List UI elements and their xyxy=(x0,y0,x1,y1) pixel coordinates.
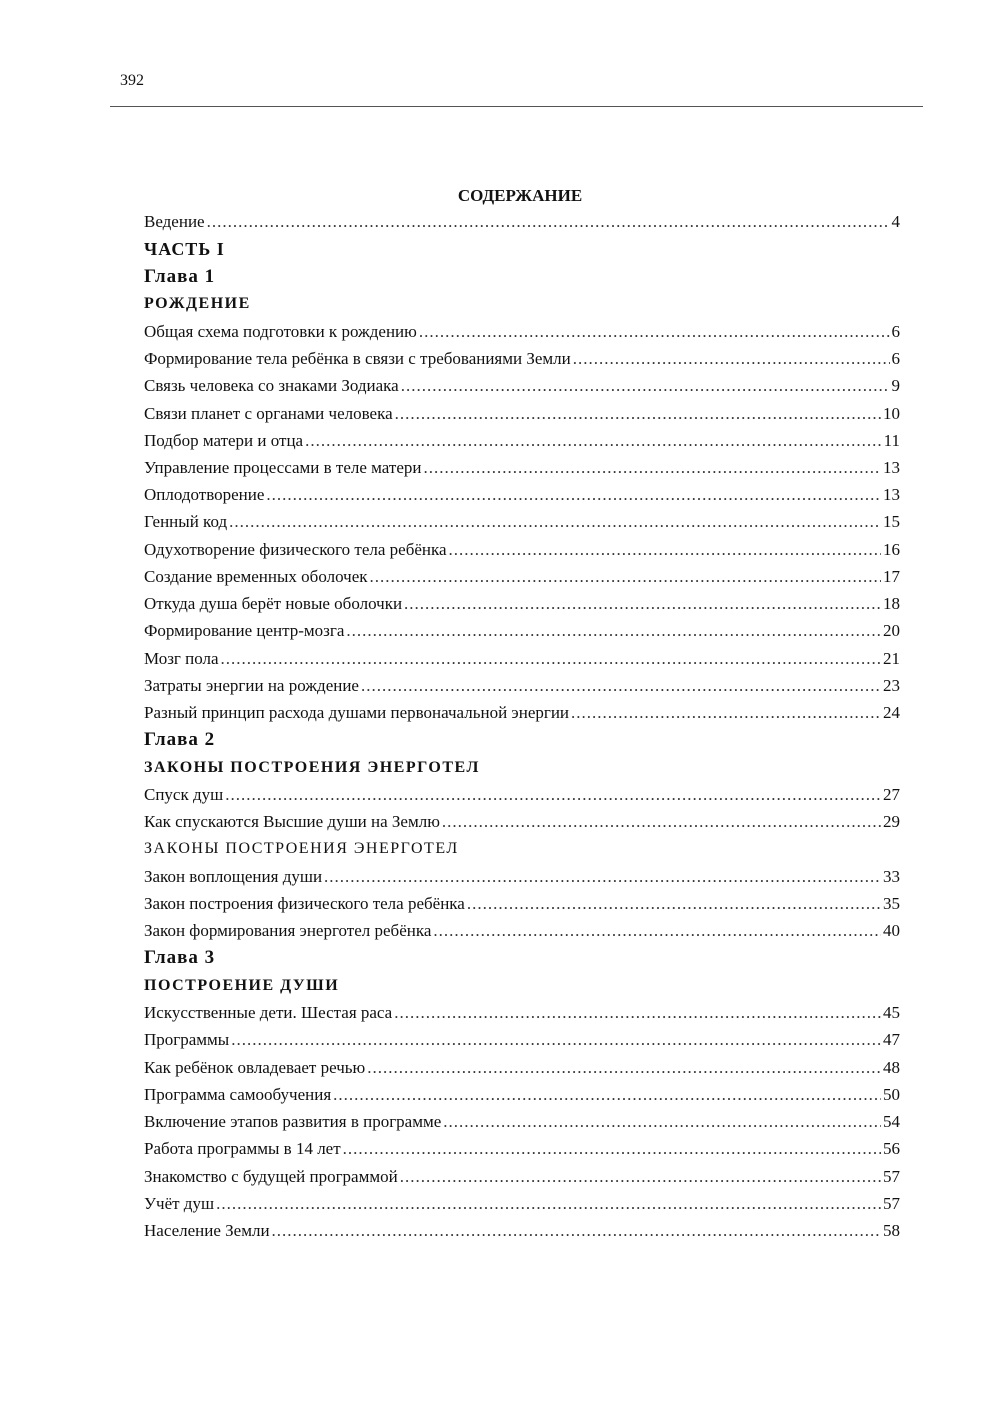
toc-entry-page: 6 xyxy=(891,322,900,341)
toc-entry-title: Оплодотворение xyxy=(144,485,265,504)
dot-leader xyxy=(343,1136,881,1162)
toc-entry-page: 50 xyxy=(883,1085,900,1104)
dot-leader xyxy=(442,809,881,835)
toc-chapter-heading: Глава 2 xyxy=(144,729,216,750)
toc-entry xyxy=(144,591,900,617)
toc-entry xyxy=(144,646,900,672)
dot-leader xyxy=(573,346,890,372)
dot-leader xyxy=(423,455,881,481)
dot-leader xyxy=(216,1191,881,1217)
toc-entry-page: 4 xyxy=(891,212,900,231)
toc-entry xyxy=(144,700,900,726)
toc-entry-page: 17 xyxy=(883,567,900,586)
toc-entry-title: Спуск душ xyxy=(144,785,224,804)
dot-leader xyxy=(324,864,881,890)
toc-entry xyxy=(144,891,900,917)
toc-entry-title: Программы xyxy=(144,1030,230,1049)
toc-entry xyxy=(144,1082,900,1108)
toc-entry-title: Генный код xyxy=(144,512,228,531)
dot-leader xyxy=(221,646,881,672)
toc-entry-page: 47 xyxy=(883,1030,900,1049)
dot-leader xyxy=(443,1109,881,1135)
toc-entry xyxy=(144,809,900,835)
toc-entry-page: 56 xyxy=(883,1139,900,1158)
toc-entry-title: Мозг пола xyxy=(144,649,219,668)
toc-entry xyxy=(144,509,900,535)
toc-entry-title: Откуда душа берёт новые оболочки xyxy=(144,594,403,613)
toc-entry xyxy=(144,564,900,590)
toc-entry-page: 13 xyxy=(883,458,900,477)
toc-entry xyxy=(144,428,900,454)
toc-entry xyxy=(144,1218,900,1244)
dot-leader xyxy=(305,428,882,454)
toc-entry-title: Ведение xyxy=(144,212,205,231)
toc-entry-title: Разный принцип расхода душами первоначальной энергии xyxy=(144,703,570,722)
toc-entry-page: 15 xyxy=(883,512,900,531)
toc-entry xyxy=(144,1027,900,1053)
toc-entry-page: 16 xyxy=(883,540,900,559)
toc-entry xyxy=(144,455,900,481)
dot-leader xyxy=(229,509,881,535)
dot-leader xyxy=(419,319,890,345)
dot-leader xyxy=(433,918,881,944)
toc-entry-title: Включение этапов развития в программе xyxy=(144,1112,442,1131)
toc-entry-page: 13 xyxy=(883,485,900,504)
toc-entry xyxy=(144,1136,900,1162)
toc-entry-title: Общая схема подготовки к рождению xyxy=(144,322,417,341)
toc-entry xyxy=(144,319,900,345)
toc-entry-title: Как ребёнок овладевает речью xyxy=(144,1058,366,1077)
toc-entry-title: Программа самообучения xyxy=(144,1085,332,1104)
dot-leader xyxy=(333,1082,881,1108)
dot-leader xyxy=(467,891,881,917)
dot-leader xyxy=(370,564,882,590)
dot-leader xyxy=(346,618,881,644)
toc-entry-title: Население Земли xyxy=(144,1221,270,1240)
toc-entry xyxy=(144,1055,900,1081)
toc-entry-title: Закон воплощения души xyxy=(144,867,323,886)
toc-chapter-name-heading: РОЖДЕНИЕ xyxy=(144,295,251,312)
dot-leader xyxy=(395,401,881,427)
toc-entry-page: 27 xyxy=(883,785,900,804)
toc-chapter-name-heading: ЗАКОНЫ ПОСТРОЕНИЯ ЭНЕРГОТЕЛ xyxy=(144,759,480,776)
toc-entry-page: 10 xyxy=(883,404,900,423)
toc-entry xyxy=(144,401,900,427)
dot-leader xyxy=(449,537,881,563)
dot-leader xyxy=(571,700,881,726)
dot-leader xyxy=(400,1164,881,1190)
dot-leader xyxy=(266,482,881,508)
dot-leader xyxy=(231,1027,881,1053)
dot-leader xyxy=(394,1000,881,1026)
dot-leader xyxy=(367,1055,881,1081)
toc-entry-title: Искусственные дети. Шестая раса xyxy=(144,1003,393,1022)
toc-entry-page: 58 xyxy=(883,1221,900,1240)
toc-entry-title: Формирование тела ребёнка в связи с требованиями Земли xyxy=(144,349,571,368)
toc-section-name-heading: ЗАКОНЫ ПОСТРОЕНИЯ ЭНЕРГОТЕЛ xyxy=(144,840,459,857)
toc-entry xyxy=(144,537,900,563)
toc-entry xyxy=(144,864,900,890)
toc-entry-title: Управление процессами в теле матери xyxy=(144,458,422,477)
toc-entry-page: 9 xyxy=(891,376,900,395)
toc-entry-title: Закон формирования энерготел ребёнка xyxy=(144,921,432,940)
toc-entry-title: Как спускаются Высшие души на Землю xyxy=(144,812,440,831)
toc-entry-title: Закон построения физического тела ребёнка xyxy=(144,894,465,913)
dot-leader xyxy=(225,782,881,808)
dot-leader xyxy=(404,591,881,617)
toc-entry-title: Учёт душ xyxy=(144,1194,215,1213)
toc-entry-title: Связь человека со знаками Зодиака xyxy=(144,376,399,395)
toc-part-heading: ЧАСТЬ I xyxy=(144,239,225,259)
toc-entry-page: 57 xyxy=(883,1167,900,1186)
page-number: 392 xyxy=(120,72,144,89)
toc-entry xyxy=(144,1191,900,1217)
toc-chapter-heading: Глава 1 xyxy=(144,266,216,287)
toc-entry xyxy=(144,482,900,508)
toc-title: СОДЕРЖАНИЕ xyxy=(457,186,583,205)
toc-entry-page: 29 xyxy=(883,812,900,831)
dot-leader xyxy=(361,673,881,699)
toc-entry-title: Работа программы в 14 лет xyxy=(144,1139,341,1158)
dot-leader xyxy=(272,1218,881,1244)
toc-entry-title: Подбор матери и отца xyxy=(144,431,304,450)
toc-entry xyxy=(144,782,900,808)
header-rule xyxy=(110,106,923,107)
toc-entry xyxy=(144,1000,900,1026)
toc-entry-page: 40 xyxy=(883,921,900,940)
toc-entry xyxy=(144,373,900,399)
toc-entry xyxy=(144,346,900,372)
toc-entry-page: 18 xyxy=(883,594,900,613)
toc-entry-page: 11 xyxy=(883,431,900,450)
toc-entry-title: Затраты энергии на рождение xyxy=(144,676,359,695)
toc-entry-page: 23 xyxy=(883,676,900,695)
toc-chapter-heading: Глава 3 xyxy=(144,947,216,968)
toc-entry-page: 6 xyxy=(891,349,900,368)
toc-entry-title: Формирование центр-мозга xyxy=(144,621,345,640)
toc-entry-title: Знакомство с будущей программой xyxy=(144,1167,398,1186)
toc-entry-page: 45 xyxy=(883,1003,900,1022)
toc-entry-page: 33 xyxy=(883,867,900,886)
toc-entry xyxy=(144,209,900,235)
toc-entry xyxy=(144,1164,900,1190)
toc-entry xyxy=(144,618,900,644)
toc-entry-page: 20 xyxy=(883,621,900,640)
toc-entry xyxy=(144,918,900,944)
toc-entry-title: Одухотворение физического тела ребёнка xyxy=(144,540,447,559)
toc-entry-title: Связи планет с органами человека xyxy=(144,404,393,423)
toc-entry-page: 54 xyxy=(883,1112,900,1131)
dot-leader xyxy=(401,373,890,399)
toc-chapter-name-heading: ПОСТРОЕНИЕ ДУШИ xyxy=(144,977,340,994)
toc-entry-page: 24 xyxy=(883,703,900,722)
toc-entry-title: Создание временных оболочек xyxy=(144,567,368,586)
toc-entry xyxy=(144,673,900,699)
toc-entry-page: 57 xyxy=(883,1194,900,1213)
toc-entry-page: 35 xyxy=(883,894,900,913)
toc-entry xyxy=(144,1109,900,1135)
toc-entry-page: 48 xyxy=(883,1058,900,1077)
dot-leader xyxy=(207,209,890,235)
toc-entry-page: 21 xyxy=(883,649,900,668)
